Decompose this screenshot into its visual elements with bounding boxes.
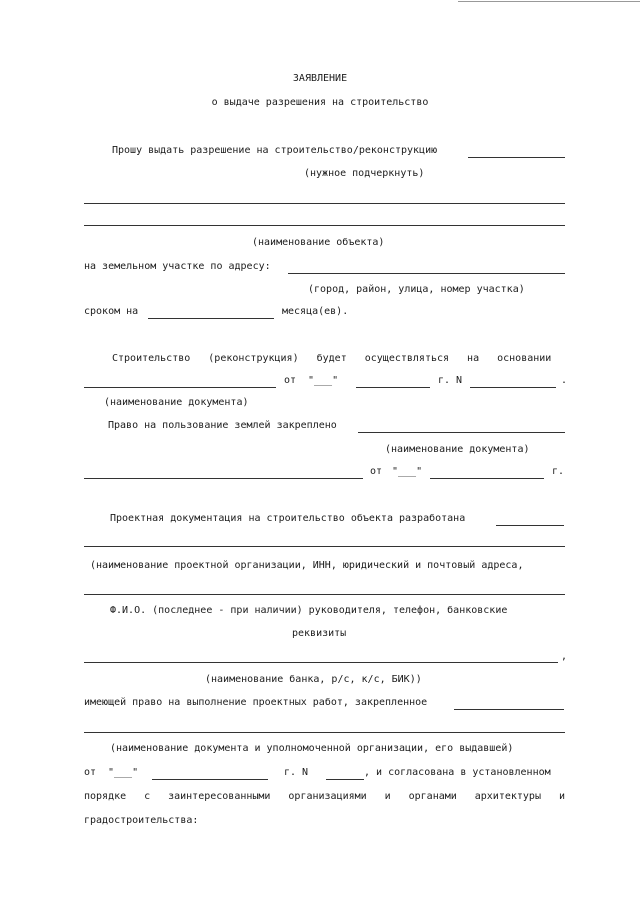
project-head-caption-2: реквизиты [292, 628, 347, 639]
land-right-caption: (наименование документа) [385, 444, 530, 455]
project-org-field-2[interactable] [84, 546, 565, 547]
project-org-caption: (наименование проектной организации, ИНН, юридический и почтовый адреса, [90, 560, 524, 571]
basis-number-field[interactable] [470, 387, 556, 388]
project-org-field-1[interactable] [496, 525, 564, 526]
approval-word: заинтересованными [168, 791, 271, 802]
project-label: Проектная документация на строительство объекта разработана [110, 513, 466, 524]
approval-ot: от [84, 767, 97, 778]
approval-date-field[interactable] [152, 779, 268, 780]
approval-year-no: г. N [284, 767, 309, 778]
project-right-field[interactable] [454, 709, 564, 710]
object-caption: (наименование объекта) [252, 237, 385, 248]
basis-caption: (наименование документа) [104, 397, 249, 408]
approval-word: органами [408, 791, 457, 802]
object-name-field-2[interactable] [84, 225, 565, 226]
project-doc-caption: (наименование документа и уполномоченной организации, его выдавшей) [110, 743, 514, 754]
approval-number-field[interactable] [326, 779, 364, 780]
header-rule [458, 1, 640, 2]
land-address-caption: (город, район, улица, номер участка) [308, 284, 525, 295]
project-right-label: имеющей право на выполнение проектных работ, закрепленное [84, 697, 428, 708]
basis-ot: от [284, 375, 297, 386]
approval-word: с [144, 791, 151, 802]
basis-text [112, 353, 564, 365]
basis-document-field[interactable] [84, 387, 276, 388]
land-right-date-field[interactable] [430, 478, 544, 479]
construction-type-field[interactable] [468, 157, 565, 158]
project-right-field-2[interactable] [84, 732, 565, 733]
land-right-year: г. [552, 466, 565, 477]
project-bank-caption: (наименование банка, р/с, к/с, БИК)) [205, 674, 422, 685]
approval-text-1: , и согласована в установленном [364, 767, 551, 778]
request-hint: (нужное подчеркнуть) [304, 168, 425, 179]
land-address-label: на земельном участке по адресу: [84, 261, 271, 272]
basis-end: . [561, 375, 568, 386]
land-right-ot: от [370, 466, 383, 477]
project-bank-field[interactable] [84, 662, 558, 663]
basis-sentence: Строительство (реконструкция) будет осуществляться на основании [112, 353, 552, 364]
term-unit: месяца(ев). [282, 306, 349, 317]
approval-day[interactable]: "___" [108, 767, 139, 778]
form-title: ЗАЯВЛЕНИЕ [292, 73, 348, 84]
land-right-day[interactable]: "___" [392, 466, 423, 477]
basis-month-field[interactable] [356, 387, 430, 388]
approval-word: архитектуры [474, 791, 541, 802]
approval-text-3: градостроительства: [84, 815, 199, 826]
approval-word: и [384, 791, 391, 802]
form-subtitle: о выдаче разрешения на строительство [211, 97, 429, 108]
land-right-field[interactable] [358, 432, 565, 433]
approval-word: порядке [84, 791, 127, 802]
request-text: Прошу выдать разрешение на строительство/реконструкцию [112, 145, 438, 156]
land-right-label: Право на пользование землей закреплено [108, 420, 337, 431]
approval-word: и [558, 791, 565, 802]
project-head-caption-1: Ф.И.О. (последнее - при наличии) руководителя, телефон, банковские [110, 605, 508, 616]
term-months-field[interactable] [148, 318, 274, 319]
term-label: сроком на [84, 306, 139, 317]
approval-word: организациями [288, 791, 367, 802]
land-right-document-field[interactable] [84, 478, 363, 479]
project-bank-comma: , [561, 651, 568, 662]
basis-day[interactable]: "___" [308, 375, 339, 386]
project-org-field-3[interactable] [84, 594, 565, 595]
object-name-field-1[interactable] [84, 203, 565, 204]
basis-year-no: г. N [438, 375, 463, 386]
land-address-field[interactable] [288, 273, 565, 274]
approval-text-2 [84, 791, 565, 803]
